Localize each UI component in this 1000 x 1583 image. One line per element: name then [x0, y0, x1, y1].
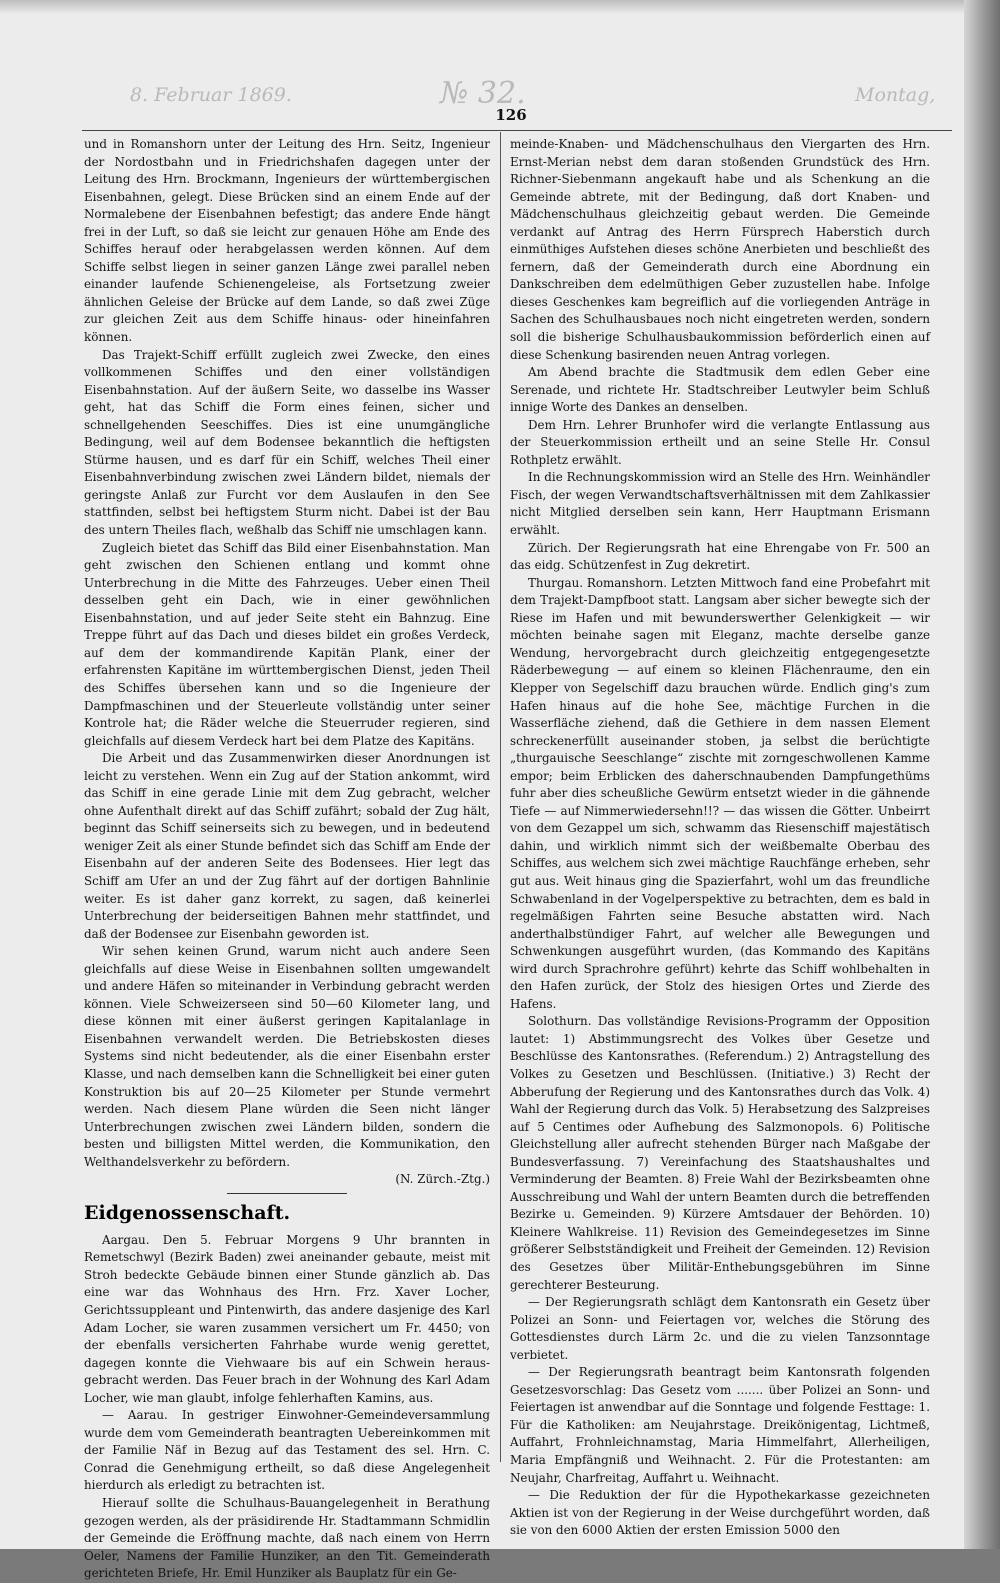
- article-paragraph: Wir sehen keinen Grund, warum nicht auch andere Seen gleichfalls auf diese Weise in Eisenbahnen sollten umgewandelt und andere Häfen so miteinander in Verbindung gebracht werden können. Viele Schweizerseen sind 50—60 Kilometer lang, und diese können mit einer äußerst geringen Kapitalanlage in Eisenbahnen verwandelt werden. Die Betriebskosten dieses Systems sind nicht bedeutender, als die einer Eisenbahn erster Klasse, und nach demselben kann die Schnelligkeit bei einer guten Konstruktion bis auf 20—25 Kilometer per Stunde vermehrt werden. Nach diesem Plane würden die Seen nicht länger Unterbrechungen zwischen zwei Ländern bilden, sondern die besten und billigsten Mittel werden, die Kommunikation, den Welthandelsverkehr zu befördern.: [84, 944, 490, 1169]
- article-paragraph: Das Trajekt-Schiff erfüllt zugleich zwei Zwecke, den eines vollkommenen Schiffes und den einer vollständigen Eisenbahnstation. Auf der äußern Seite, wo dasselbe ins Wasser geht, hat das Schiff die Form eines feinen, sicher und schnellgehenden Seeschiffes. Dies ist eine unumgängliche Bedingung, weil auf dem Bodensee bekanntlich die heftigsten Stürme hausen, und es darf für ein Schiff, welches Theil einer Eisenbahnverbindung zwischen zwei Ländern bildet, niemals der geringste Anlaß zur Furcht vor dem Auslaufen in den See stattfinden, selbst bei heftigstem Sturm nicht. Dabei ist der Bau des untern Theiles flach, weßhalb das Schiff nie umschlagen kann.: [84, 347, 490, 538]
- bleed-through-date: 8. Februar 1869.: [130, 84, 292, 106]
- section-divider: [227, 1193, 347, 1194]
- news-paragraph: — Aarau. In gestriger Einwohner-Gemeindeversammlung wurde dem vom Gemeinderath beantragten Uebereinkommen mit der Familie Näf in Bezug auf das Testament des sel. Hrn. C. Conrad die Genehmigung ertheilt, so daß diese Angelegenheit hierdurch als erledigt zu betrachten ist.: [84, 1408, 490, 1493]
- page-binding-edge: [964, 0, 1000, 1549]
- right-column: [510, 136, 930, 1540]
- article-paragraph: und in Romanshorn unter der Leitung des Hrn. Seitz, Ingenieur der Nordostbahn und in Friedrichshafen dagegen unter der Leitung des Hrn. Brockmann, Ingenieurs der württembergischen Eisenbahnen, gelegt. Diese Brücken sind an einem Ende auf der Normalebene der Eisenbahnen befestigt; das andere Ende hängt frei in der Luft, so daß sie leicht zur genauen Höhe am Ende des Schiffes herauf oder herabgelassen werden können. Auf dem Schiffe selbst liegen in seiner ganzen Länge zwei parallel neben einander laufende Schienengeleise, als Fortsetzung zweier ähnlichen Geleise der Brücke auf dem Lande, so daß zwei Züge zur gleichen Zeit aus dem Schiffe hinaus- oder hineinfahren können.: [84, 137, 490, 345]
- column-divider: [500, 132, 501, 1462]
- section-heading: Eidgenossenschaft.: [84, 1201, 291, 1224]
- news-paragraph: — Der Regierungsrath schlägt dem Kantonsrath ein Gesetz über Polizei an Sonn- und Feiertagen vor, welches die Störung des Gottesdienstes durch Lärm 2c. und die zu vielen Tanzsonntage verbietet.: [510, 1295, 930, 1362]
- bleed-through-issue-number: № 32.: [440, 76, 526, 111]
- news-paragraph: Aargau. Den 5. Februar Morgens 9 Uhr brannten in Remetschwyl (Bezirk Baden) zwei aneinander gebaute, meist mit Stroh bedeckte Gebäude binnen einer Stunde gänzlich ab. Das eine war das Wohnhaus des Hrn. Frz. Xaver Locher, Gerichtssuppleant und Pintenwirth, das andere dasjenige des Karl Adam Locher, sie waren zusammen versichert um Fr. 4450; von der ebenfalls versicherten Fahrhabe wurde wenig gerettet, dagegen konnte die Viehwaare bis auf ein Schwein heraus-gebracht werden. Das Feuer brach in der Wohnung des Karl Adam Locher, wie man glaubt, infolge fehlerhaften Kamins, aus.: [84, 1232, 490, 1405]
- news-paragraph: — Die Reduktion der für die Hypothekarkasse gezeichneten Aktien ist von der Regierung in der Weise durchgeführt worden, daß sie von den 6000 Aktien der ersten Emission 5000 den: [510, 1488, 930, 1538]
- header-rule: [82, 130, 952, 131]
- news-paragraph: Solothurn. Das vollständige Revisions-Programm der Opposition lautet: 1) Abstimmungsrecht des Volkes über Gesetze und Beschlüsse des Kantonsrathes. (Referendum.) 2) Antragstellung des Volkes zu Gesetzen und Beschlüssen. (Initiative.) 3) Recht der Abberufung der Regierung und des Kantonsrathes durch das Volk. 4) Wahl der Regierung durch das Volk. 5) Herabsetzung des Salzpreises auf 5 Centimes oder Aufhebung des Salzmonopols. 6) Politische Gleichstellung aller aufrecht stehenden Bürger nach Maßgabe der Bundesverfassung. 7) Vereinfachung des Staatshaushaltes und Verminderung der Beamten. 8) Freie Wahl der Bezirksbeamten ohne Ausschreibung und Wahl der untern Beamten durch die betreffenden Bezirke u. Gemeinden. 9) Kürzere Amtsdauer der Behörden. 10) Kleinere Wahlkreise. 11) Revision des Gemeindegesetzes im Sinne größerer Selbstständigkeit und Freiheit der Gemeinden. 12) Revision des Gesetzes über Militär-Enthebungsgebühren im Sinne gerechterer Besteurung.: [510, 1014, 930, 1292]
- article-paragraph: Zugleich bietet das Schiff das Bild einer Eisenbahnstation. Man geht zwischen den Schienen entlang und kommt ohne Unterbrechung in die Mitte des Fahrzeuges. Ueber einen Theil desselben geht ein Dach, wie in einer gewöhnlichen Eisenbahnstation, und auf jeder Seite steht ein Bahnzug. Eine Treppe führt auf das Dach und dieses bildet ein großes Verdeck, auf dem der kommandirende Kapitän Plank, einer der erfahrensten Kapitäne im württembergischen Dienst, jeden Theil des Schiffes übersehen kann und so die Ingenieure der Dampfmaschinen und der Steuerleute vollständig unter seiner Kontrole hat; die Räder welche die Steuerruder regieren, sind gleichfalls auf diesem Verdeck hart bei dem Platze des Kapitäns.: [84, 540, 490, 748]
- bleed-through-weekday: Montag,: [855, 84, 936, 106]
- news-paragraph: Dem Hrn. Lehrer Brunhofer wird die verlangte Entlassung aus der Steuerkommission ertheilt und an seine Stelle Hr. Consul Rothpletz erwählt.: [510, 417, 930, 467]
- left-column: [84, 136, 490, 1583]
- news-paragraph: In die Rechnungskommission wird an Stelle des Hrn. Weinhändler Fisch, der wegen Verwandtschaftsverhältnissen mit dem Zahlkassier nicht Mitglied derselben sein kann, Herr Hauptmann Erismann erwählt.: [510, 470, 930, 538]
- news-paragraph: Am Abend brachte die Stadtmusik dem edlen Geber eine Serenade, und richtete Hr. Stadtschreiber Leutwyler beim Schluß innige Worte des Dankes an denselben.: [510, 365, 930, 415]
- news-paragraph: Hierauf sollte die Schulhaus-Bauangelegenheit in Berathung gezogen werden, als der präsidirende Hr. Stadtammann Schmidlin der Gemeinde die Eröffnung machte, daß nach einem von Herrn Oeler, Namens der Familie Hunziker, an den Tit. Gemeinderath gerichteten Briefe, Hr. Emil Hunziker als Bauplatz für ein Ge-: [84, 1496, 490, 1581]
- news-paragraph: meinde-Knaben- und Mädchenschulhaus den Viergarten des Hrn. Ernst-Merian nebst dem daran stoßenden Grundstück des Hrn. Richner-Siebenmann angekauft habe und als Schenkung an die Gemeinde abtrete, mit der Bedingung, daß dort Knaben- und Mädchenschulhaus gleichzeitig gebaut werden. Die Gemeinde verdankt auf Antrag des Herrn Fürsprech Haberstich durch einmüthiges Aufstehen dieses schöne Anerbieten und beschließt des fernern, daß der Gemeinderath durch eine Abordnung ein Dankschreiben dem edelmüthigen Geber zuzustellen habe. Infolge dieses Geschenkes kam begreiflich auf die vorliegenden Anträge in Sachen des Schulhausbaues noch nicht eingetreten werden, sondern soll die bisherige Schulhausbaukommission beförderlich einen auf diese Schenkung basirenden neuen Antrag vorlegen.: [510, 137, 930, 362]
- article-attribution: (N. Zürch.-Ztg.): [395, 1172, 490, 1187]
- article-paragraph: Die Arbeit und das Zusammenwirken dieser Anordnungen ist leicht zu verstehen. Wenn ein Zug auf der Station ankommt, wird das Schiff in eine gerade Linie mit dem Zug gebracht, welcher ohne Aufenthalt direkt auf das Schiff zufährt; sobald der Zug hält, beginnt das Schiff seinerseits sich zu bewegen, und in bedeutend weniger Zeit als einer Stunde befindet sich das Schiff am Ende der Eisenbahn auf der anderen Seite des Bodensees. Hier legt das Schiff am Ufer an und der Zug fährt auf der dortigen Bahnlinie weiter. Es ist daher ganz korrekt, zu sagen, daß keinerlei Unterbrechung der beiderseitigen Bahnen mehr stattfindet, und daß der Bodensee zur Eisenbahn geworden ist.: [84, 751, 490, 941]
- news-paragraph: Thurgau. Romanshorn. Letzten Mittwoch fand eine Probefahrt mit dem Trajekt-Dampfboot statt. Langsam aber sicher bewegte sich der Riese im Hafen und mit bewunderswerther Gelenkigkeit — wir möchten beinahe sagen mit Eleganz, machte derselbe ganze Wendung, hervorgebracht durch gleichzeitig entgegengesetzte Räderbewegung — auf einem so kleinen Flächenraume, den ein Klepper von Segelschiff dazu brauchen würde. Endlich ging's zum Hafen hinaus auf die hohe See, mächtige Furchen in die Wasserfläche ziehend, daß die Gethiere in dem nassen Element schreckenerfüllt auseinander stoben, ja selbst die berüchtigte „thurgauische Seeschlange“ zischte mit zorngeschwollenen Kamme empor; beim Erblicken des daherschnaubenden Dampfungethüms fuhr aber dies scheußliche Gewürm entsetzt wieder in die gähnende Tiefe — auf Nimmerwiedersehn!!? — das wissen die Götter. Unbeirrt von dem Gezappel um sich, schwamm das Riesenschiff majestätisch dahin, und wirklich nimmt sich der weißbemalte Oberbau des Schiffes, aus welchem sich zwei mächtige Rauchfänge erheben, sehr gut aus. Weit hinaus ging die Spazierfahrt, wohl um das freundliche Schwabenland in der Vogelperspektive zu betrachten, dem es bald in regelmäßigen Fahrten seine Besuche abstatten wird. Nach anderthalbstündiger Fahrt, auf welcher alle Bewegungen und Schwenkungen ausgeführt wurden, (das Kommando des Kapitäns wird durch Sprachrohre geführt) kehrte das Schiff wohlbehalten in den Hafen zurück, der Stolz des hiesigen Ortes und Zierde des Hafens.: [510, 575, 930, 1011]
- news-paragraph: — Der Regierungsrath beantragt beim Kantonsrath folgenden Gesetzesvorschlag: Das Gesetz vom ....... über Polizei an Sonn- und Feiertagen ist anwendbar auf die Sonntage und folgende Festtage: 1. Für die Katholiken: am Neujahrstage. Dreikönigentag, Lichtmeß, Auffahrt, Frohnleichnamstag, Maria Himmelfahrt, Allerheiligen, Maria Empfängniß und Weihnacht. 2. Für die Protestanten: am Neujahr, Charfreitag, Auffahrt u. Weihnacht.: [510, 1365, 930, 1485]
- page-top-edge: [0, 0, 1000, 14]
- page-number: 126: [495, 106, 527, 124]
- news-paragraph: Zürich. Der Regierungsrath hat eine Ehrengabe von Fr. 500 an das eidg. Schützenfest in Zug dekretirt.: [510, 540, 930, 573]
